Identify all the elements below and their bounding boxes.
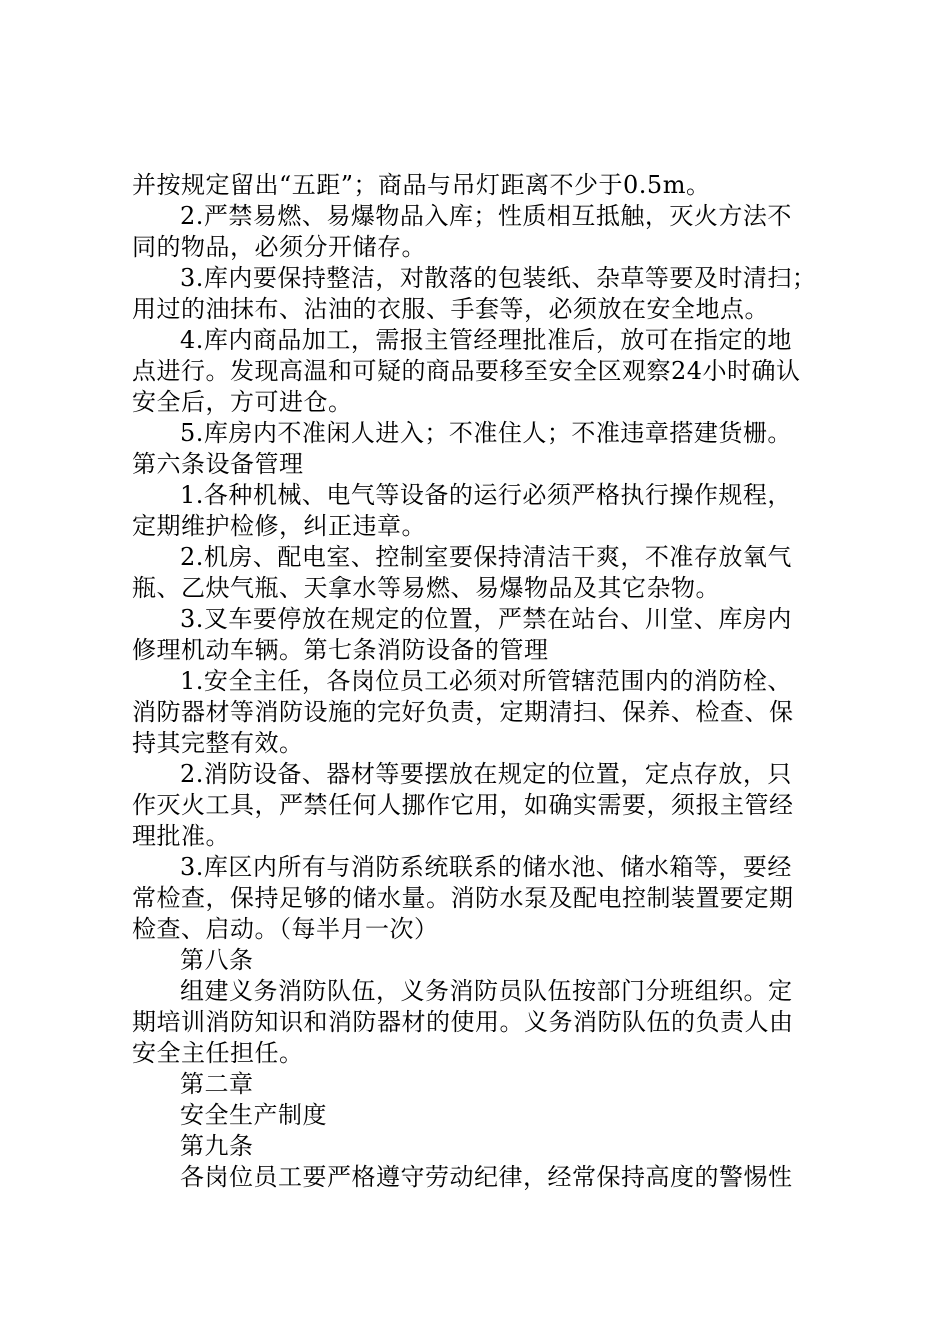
text-line: 3.库区内所有与消防系统联系的储水池、储水箱等，要经 <box>180 853 792 881</box>
text-line: 点进行。发现高温和可疑的商品要移至安全区观察24小时确认 <box>132 357 801 385</box>
text-line: 安全主任担任。 <box>132 1039 304 1067</box>
text-line: 安全后，方可进仓。 <box>132 388 353 416</box>
text-line: 修理机动车辆。第七条消防设备的管理 <box>132 636 549 664</box>
text-line: 消防器材等消防设施的完好负责，定期清扫、保养、检查、保 <box>132 698 794 726</box>
text-line: 2.严禁易燃、易爆物品入库；性质相互抵触，灭火方法不 <box>180 202 792 230</box>
document-body <box>132 170 840 1193</box>
text-line: 第二章 <box>180 1070 254 1098</box>
text-line: 各岗位员工要严格遵守劳动纪律，经常保持高度的警惕性 <box>180 1163 793 1191</box>
text-line: 第九条 <box>180 1132 254 1160</box>
text-line: 5.库房内不准闲人进入；不准住人；不准违章搭建货栅。 <box>180 419 792 447</box>
text-line: 第八条 <box>180 946 254 974</box>
text-line: 3.库内要保持整洁，对散落的包装纸、杂草等要及时清扫； <box>180 264 817 292</box>
text-line: 持其完整有效。 <box>132 729 304 757</box>
text-line: 作灭火工具，严禁任何人挪作它用，如确实需要，须报主管经 <box>132 791 794 819</box>
text-line: 2.消防设备、器材等要摆放在规定的位置，定点存放，只 <box>180 760 792 788</box>
text-line: 用过的油抹布、沾油的衣服、手套等，必须放在安全地点。 <box>132 295 769 323</box>
text-line: 第六条设备管理 <box>132 450 304 478</box>
text-line: 2.机房、配电室、控制室要保持清洁干爽，不准存放氧气 <box>180 543 792 571</box>
text-line: 同的物品，必须分开储存。 <box>132 233 426 261</box>
text-line: 常检查，保持足够的储水量。消防水泵及配电控制装置要定期 <box>132 884 794 912</box>
text-line: 检查、启动。（每半月一次） <box>132 915 439 943</box>
text-line: 理批准。 <box>132 822 230 850</box>
text-line: 并按规定留出“五距”；商品与吊灯距离不少于0.5m。 <box>132 171 711 199</box>
text-line: 4.库内商品加工，需报主管经理批准后，放可在指定的地 <box>180 326 792 354</box>
text-line: 定期维护检修，纠正违章。 <box>132 512 426 540</box>
text-line: 1.各种机械、电气等设备的运行必须严格执行操作规程， <box>180 481 792 509</box>
text-line: 安全生产制度 <box>180 1101 327 1129</box>
text-line: 3.叉车要停放在规定的位置，严禁在站台、川堂、库房内 <box>180 605 792 633</box>
text-line: 组建义务消防队伍，义务消防员队伍按部门分班组织。定 <box>180 977 793 1005</box>
text-line: 期培训消防知识和消防器材的使用。义务消防队伍的负责人由 <box>132 1008 794 1036</box>
text-line: 1.安全主任，各岗位员工必须对所管辖范围内的消防栓、 <box>180 667 792 695</box>
text-line: 瓶、乙炔气瓶、天拿水等易燃、易爆物品及其它杂物。 <box>132 574 720 602</box>
